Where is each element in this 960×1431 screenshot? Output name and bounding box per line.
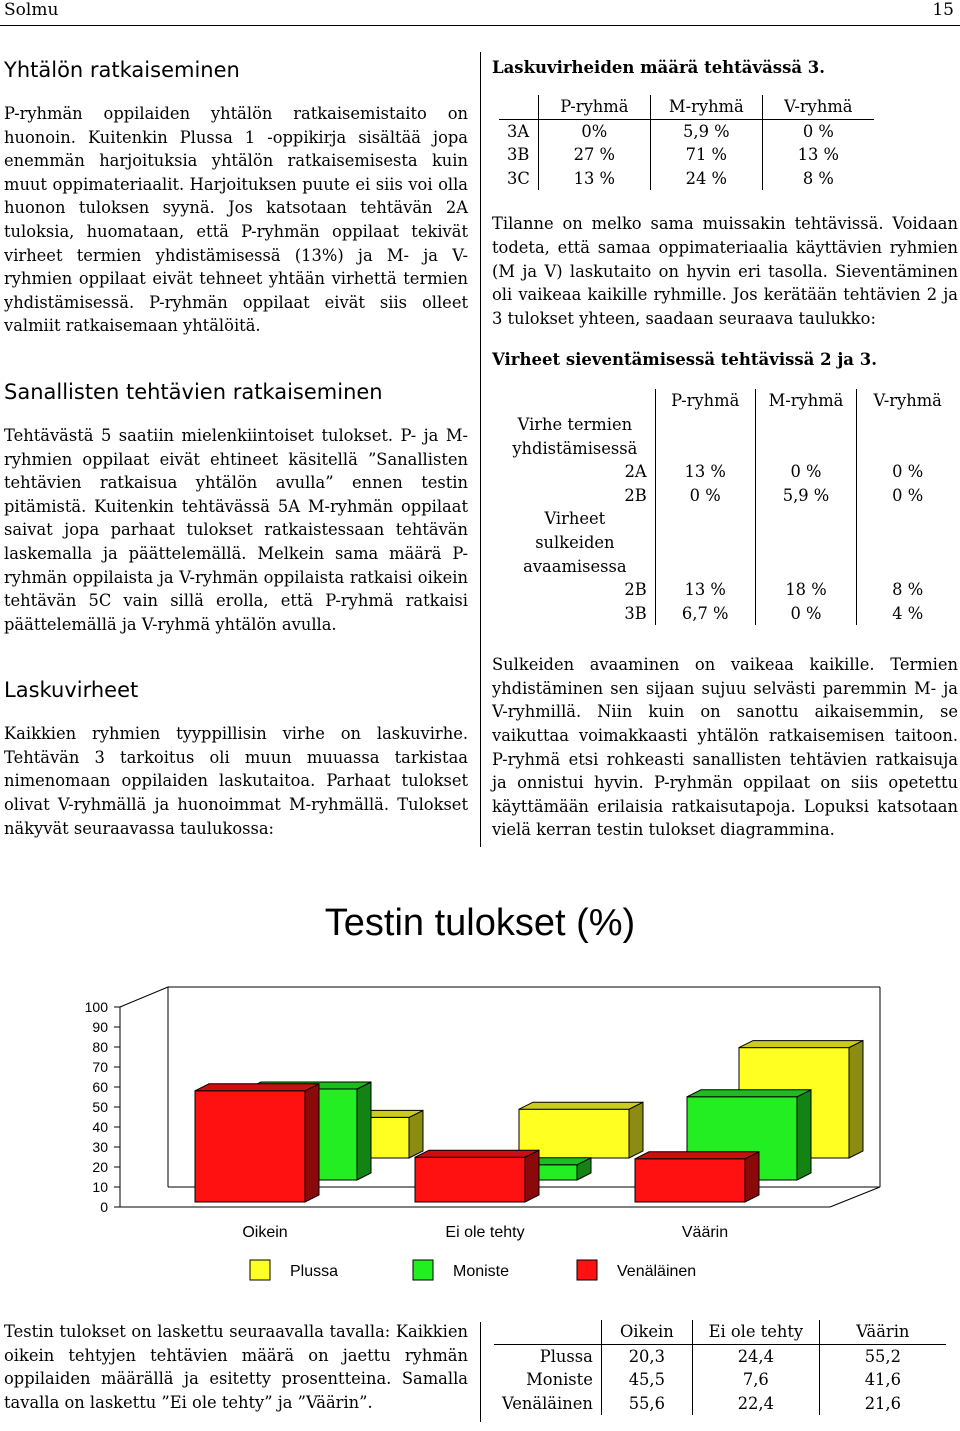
y-tick-label: 50	[92, 1099, 108, 1115]
table-header-row	[499, 95, 874, 119]
table-cell: 2B	[624, 485, 647, 505]
table-cell: 6,7 %	[655, 602, 755, 626]
legend-swatch	[413, 1260, 433, 1280]
table-header-cell: Oikein	[601, 1320, 692, 1344]
table-cell: 2B	[624, 580, 647, 600]
table-cell: 24,4	[692, 1344, 819, 1368]
table-cell: 13 %	[655, 578, 755, 602]
bar-top	[519, 1102, 643, 1109]
bar-front	[195, 1091, 305, 1202]
legend-label: Plussa	[290, 1263, 339, 1280]
bar-front	[635, 1159, 745, 1202]
x-category-label: Ei ole tehty	[445, 1224, 525, 1241]
table-header-cell: M-ryhmä	[755, 389, 857, 413]
table-row	[494, 1344, 946, 1368]
table-row	[494, 1368, 946, 1392]
x-category-label: Oikein	[242, 1224, 288, 1241]
bar-top	[739, 1041, 863, 1048]
table2-title: Virheet sieventämisessä tehtävissä 2 ja 3.	[492, 350, 877, 370]
bottom-left	[4, 1320, 468, 1414]
legend-swatch	[250, 1260, 270, 1280]
table-group-label: Virheet sulkeiden avaamisessa	[523, 509, 627, 576]
table-cell: 5,9 %	[650, 119, 762, 143]
table-header-cell	[495, 389, 655, 413]
table-row	[499, 119, 874, 143]
chart-floor-right	[830, 1187, 880, 1207]
table-row	[494, 1392, 946, 1416]
table-group-row	[495, 507, 958, 578]
bar-side	[525, 1150, 539, 1202]
section-title-calc-errors: Laskuvirheet	[4, 678, 139, 703]
table-cell: Moniste	[526, 1370, 593, 1390]
table-cell: Venäläinen	[502, 1393, 593, 1413]
table-cell: 22,4	[692, 1392, 819, 1416]
table-header-cell: V-ryhmä	[762, 95, 874, 119]
table-simplification-errors	[495, 389, 958, 625]
legend-label: Venäläinen	[617, 1263, 697, 1280]
y-tick-label: 60	[92, 1079, 108, 1095]
table-header-row	[494, 1320, 946, 1344]
bar-side	[629, 1102, 643, 1158]
y-tick-label: 30	[92, 1139, 108, 1155]
y-tick-label: 100	[84, 999, 108, 1015]
paragraph-equations: P-ryhmän oppilaiden yhtälön ratkaisemistaito on huonoin. Kuitenkin Plussa 1 -oppikirja sisältää jopa enemmän harjoituksia yhtälön ratkaisemisesta kuin muut oppimateriaalit. Harjoituksen puute ei siis voi olla huonon tuloksen syynä. Jos katsotaan tehtävän 2A tuloksia, huomataan, että P-ryhmän oppilaat tekivät virheet termien yhdistämisessä (13%) ja M- ja V-ryhmien oppilaat eivät tehneet yhtään virhettä termien yhdistämisessä. P-ryhmän oppilaat eivät siis olleet valmiit ratkaisemaan yhtälöitä.	[4, 104, 468, 336]
table-cell: 2A	[624, 462, 647, 482]
table-header-cell: Ei ole tehty	[692, 1320, 819, 1344]
table-cell: 8 %	[762, 167, 874, 191]
y-tick-label: 10	[92, 1179, 108, 1195]
bar-side	[849, 1041, 863, 1158]
chart-title: Testin tulokset (%)	[324, 902, 636, 944]
bottom-right	[494, 1320, 960, 1415]
table-group-row	[495, 413, 958, 460]
y-tick-label: 80	[92, 1039, 108, 1055]
table-cell: 4 %	[857, 602, 958, 626]
table-cell: 20,3	[601, 1344, 692, 1368]
table-group-label: Virhe termien yhdistämisessä	[512, 414, 638, 458]
table-row	[495, 484, 958, 508]
table-row	[495, 602, 958, 626]
running-header-title: Solmu	[4, 0, 59, 20]
table-cell: 18 %	[755, 578, 857, 602]
table-header-row	[495, 389, 958, 413]
table-cell: 45,5	[601, 1368, 692, 1392]
right-column	[492, 50, 958, 842]
y-tick-label: 90	[92, 1019, 108, 1035]
header-rule	[0, 25, 960, 26]
y-tick-label: 20	[92, 1159, 108, 1175]
bar-plussa-1	[519, 1102, 643, 1158]
bar-venäläinen-2	[635, 1152, 759, 1202]
paragraph-word-problems: Tehtävästä 5 saatiin mielenkiintoiset tulokset. P- ja M-ryhmien oppilaat eivät ehtineet käsitellä ”Sanallisten tehtävien ratkaisua yhtälön avulla” ennen testin pitämistä. Kuitenkin tehtävässä 5A M-ryhmän oppilaat saivat jopa parhaat tulokset ratkaistessaan tehtävän laskemalla ja päättelemällä. Melkein sama määrä P-ryhmän oppilaista ja V-ryhmän oppilaista ratkaisi oikein tehtävän 5C vain sillä erolla, että P-ryhmä ratkaisi päättelemällä ja V-ryhmä yhtälön avulla.	[4, 425, 468, 634]
bar-side	[745, 1152, 759, 1202]
bar-top	[635, 1152, 759, 1159]
table-cell: 21,6	[819, 1392, 946, 1416]
section-title-word-problems: Sanallisten tehtävien ratkaiseminen	[4, 379, 383, 404]
bar-top	[415, 1150, 539, 1157]
table-row	[499, 143, 874, 167]
table-cell: 0 %	[755, 602, 857, 626]
bar-top	[195, 1084, 319, 1091]
bar-top	[687, 1090, 811, 1097]
y-tick-label: 0	[100, 1199, 108, 1215]
table-cell: 13 %	[655, 460, 755, 484]
paragraph-calculation: Testin tulokset on laskettu seuraavalla tavalla: Kaikkien oikein tehtyjen tehtävien määrä on jaettu ryhmän oppilaiden määrällä ja esitetty prosentteina. Samalla tavalla on laskettu ”Ei ole tehty” ja ”Väärin”.	[4, 1322, 468, 1412]
legend-label: Moniste	[453, 1263, 510, 1280]
table-row	[495, 460, 958, 484]
table-header-cell: M-ryhmä	[650, 95, 762, 119]
table-cell: Plussa	[539, 1346, 593, 1366]
bar-side	[305, 1084, 319, 1202]
table-cell: 55,2	[819, 1344, 946, 1368]
table-cell: 0%	[538, 119, 650, 143]
legend-swatch	[577, 1260, 597, 1280]
table-header-cell	[499, 95, 538, 119]
bar-side	[409, 1110, 423, 1158]
bar-side	[797, 1090, 811, 1180]
table-cell: 0 %	[762, 119, 874, 143]
table-cell: 55,6	[601, 1392, 692, 1416]
y-tick-label: 70	[92, 1059, 108, 1075]
table-cell: 13 %	[762, 143, 874, 167]
table-cell: 0 %	[857, 484, 958, 508]
table-calc-errors	[499, 95, 874, 190]
table-cell: 5,9 %	[755, 484, 857, 508]
chart-side-wall	[120, 987, 168, 1207]
table-header-cell: P-ryhmä	[538, 95, 650, 119]
page-number: 15	[932, 0, 954, 20]
table-cell: 7,6	[692, 1368, 819, 1392]
table-cell: 0 %	[755, 460, 857, 484]
table-cell: 3B	[507, 145, 530, 165]
table-cell: 3C	[507, 168, 530, 188]
paragraph-situation: Tilanne on melko sama muissakin tehtävissä. Voidaan todeta, että samaa oppimateriaalia käyttävien ryhmien (M ja V) laskutaito on hyvin eri tasolla. Sieventäminen oli vaikeaa kaikille ryhmille. Jos kerätään tehtävien 2 ja 3 tulokset yhteen, saadaan seuraava taulukko:	[492, 214, 958, 328]
table-cell: 13 %	[538, 167, 650, 191]
table-cell: 71 %	[650, 143, 762, 167]
table1-title: Laskuvirheiden määrä tehtävässä 3.	[492, 58, 826, 77]
table-header-cell	[494, 1320, 601, 1344]
bar-venäläinen-1	[415, 1150, 539, 1202]
column-divider-bottom	[480, 1322, 481, 1422]
paragraph-conclusion: Sulkeiden avaaminen on vaikeaa kaikille. Termien yhdistäminen sen sijaan sujuu selvästi paremmin M- ja V-ryhmillä. Niin kuin on sanottu aikaisemmin, se vaikuttaa voimakkaasti yhtälön ratkaisemisen taitoon. P-ryhmä etsi rohkeasti sanallisten tehtävien ratkaisuja ja onnistui hyvin. P-ryhmän oppilaat on siis opetettu käyttämään erilaisia ratkaisutapoja. Lopuksi katsotaan vielä kerran testin tulokset diagrammina.	[492, 655, 958, 840]
table-test-results	[494, 1320, 946, 1415]
table-cell: 3B	[624, 603, 647, 623]
bar-side	[357, 1082, 371, 1180]
results-chart	[0, 880, 960, 1290]
bar-front	[415, 1157, 525, 1202]
table-header-cell: P-ryhmä	[655, 389, 755, 413]
column-divider	[480, 52, 481, 847]
table-header-cell: Väärin	[819, 1320, 946, 1344]
table-row	[495, 578, 958, 602]
table-cell: 41,6	[819, 1368, 946, 1392]
x-category-label: Väärin	[681, 1224, 729, 1241]
table-header-cell: V-ryhmä	[857, 389, 958, 413]
table-cell: 24 %	[650, 167, 762, 191]
paragraph-calc-errors: Kaikkien ryhmien tyyppillisin virhe on laskuvirhe. Tehtävän 3 tarkoitus oli muun muuassa tarkistaa nimenomaan oppilaiden laskutaitoa. Parhaat tulokset olivat V-ryhmällä ja huonoimmat M-ryhmällä. Tulokset näkyvät seuraavassa taulukossa:	[4, 724, 468, 838]
section-title-equations: Yhtälön ratkaiseminen	[4, 58, 240, 82]
y-tick-label: 40	[92, 1119, 108, 1135]
left-column	[4, 50, 468, 840]
table-cell: 0 %	[655, 484, 755, 508]
table-cell: 8 %	[857, 578, 958, 602]
table-cell: 3A	[507, 121, 530, 141]
table-row	[499, 167, 874, 191]
table-cell: 27 %	[538, 143, 650, 167]
bar-venäläinen-0	[195, 1084, 319, 1202]
table-cell: 0 %	[857, 460, 958, 484]
